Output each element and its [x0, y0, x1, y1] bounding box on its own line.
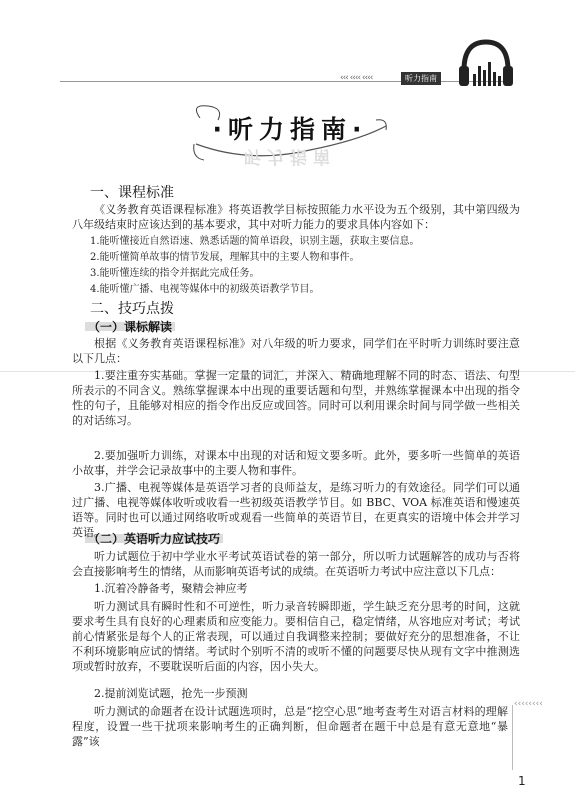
paragraph: 1.沉着冷静备考，聚精会神应考: [94, 582, 248, 595]
paragraph: 《义务教育英语课程标准》将英语教学目标按照能力水平设为五个级别，其中第四级为八年级结束时应该达到的基本要求，其中对听力能力的要求具体内容如下：: [72, 203, 520, 231]
headphone-equalizer-icon: [456, 36, 516, 94]
list-item: 3.能听懂连续的指令并据此完成任务。: [90, 268, 260, 279]
side-chevrons: ‹‹‹‹‹‹‹‹: [514, 699, 543, 709]
section-heading-1: 一、课程标准: [90, 185, 174, 201]
paragraph: 2.要加强听力训练，对课本中出现的对话和短文要多听。此外，要多听一些简单的英语小故事，并学会记录故事中的主要人物和事件。: [72, 449, 520, 477]
subsection-heading-text: （一）课标解读: [88, 320, 173, 334]
header-chevrons: ‹‹‹ ‹‹‹‹ ‹‹‹‹: [340, 73, 373, 83]
page-title: ·听力指南·: [212, 115, 368, 144]
list-item: 2.能听懂简单故事的情节发展，理解其中的主要人物和事件。: [90, 252, 360, 263]
list-item: 4.能听懂广播、电视等媒体中的初级英语教学节目。: [90, 284, 320, 295]
subsection-heading: [85, 530, 223, 547]
paragraph: 听力测试具有瞬时性和不可逆性，听力录音转瞬即逝，学生缺乏充分思考的时间，这就要求考生具有良好的心理素质和应变能力。要相信自己，稳定情绪，从容地应对考试；考试前心情紧张是每个人的正常表现，可以通过自我调整来控制；要做好充分的思想准备，不让不利环境影响应试的情绪。考试时个别听不清的或听不懂的问题要尽快从现有文字中推测选项或暂时放弃，不要耽误听后面的内容，因小失大。: [72, 600, 520, 673]
side-rule: [512, 705, 513, 770]
page-number: 1: [518, 774, 526, 788]
list-item: 1.能听懂接近自然语速、熟悉话题的简单语段，识别主题，获取主要信息。: [90, 236, 420, 247]
paragraph: 3.广播、电视等媒体是英语学习者的良师益友，是练习听力的有效途径。同学们可以通过广播、电视等媒体收听或收看一些初级英语教学节目。如 BBC、VOA 标准英语和慢速英语等。同时也可以通过网络收听或观看一些简单的英语节目，在更真实的语境中体会并学习英语。: [72, 481, 520, 539]
paragraph: 2.提前浏览试题，抢先一步预测: [94, 687, 248, 700]
page-title-reflection: 听力指南: [244, 146, 336, 166]
paragraph: 听力试题位于初中学业水平考试英语试卷的第一部分，所以听力试题解答的成功与否将会直接影响考生的情绪，从而影响英语考试的成绩。在英语听力考试中应注意以下几点：: [72, 550, 520, 578]
subsection-heading-text: （二）英语听力应试技巧: [88, 532, 221, 546]
paragraph: 根据《义务教育英语课程标准》对八年级的听力要求，同学们在平时听力训练时要注意以下几点：: [72, 337, 520, 365]
header-rule: [60, 81, 510, 82]
header-label: 听力指南: [401, 72, 441, 85]
paragraph: 1.要注重夯实基础。掌握一定量的词汇，并深入、精确地理解不同的时态、语法、句型所表示的不同含义。熟练掌握课本中出现的重要话题和句型，并熟练掌握课本中出现的指令性的句子，且能够对相应的指令作出反应或回答。同时可以利用课余时间与同学做一些相关的对话练习。: [72, 369, 520, 427]
section-heading-2: 二、技巧点拨: [90, 301, 174, 317]
subsection-heading: [85, 318, 175, 335]
paragraph: 听力测试的命题者在设计试题选项时，总是“挖空心思”地考查考生对语言材料的理解程度，设置一些干扰项来影响考生的正确判断，但命题者在题干中总是有意无意地“暴露”该: [72, 705, 508, 748]
page-title-block: [190, 100, 390, 180]
